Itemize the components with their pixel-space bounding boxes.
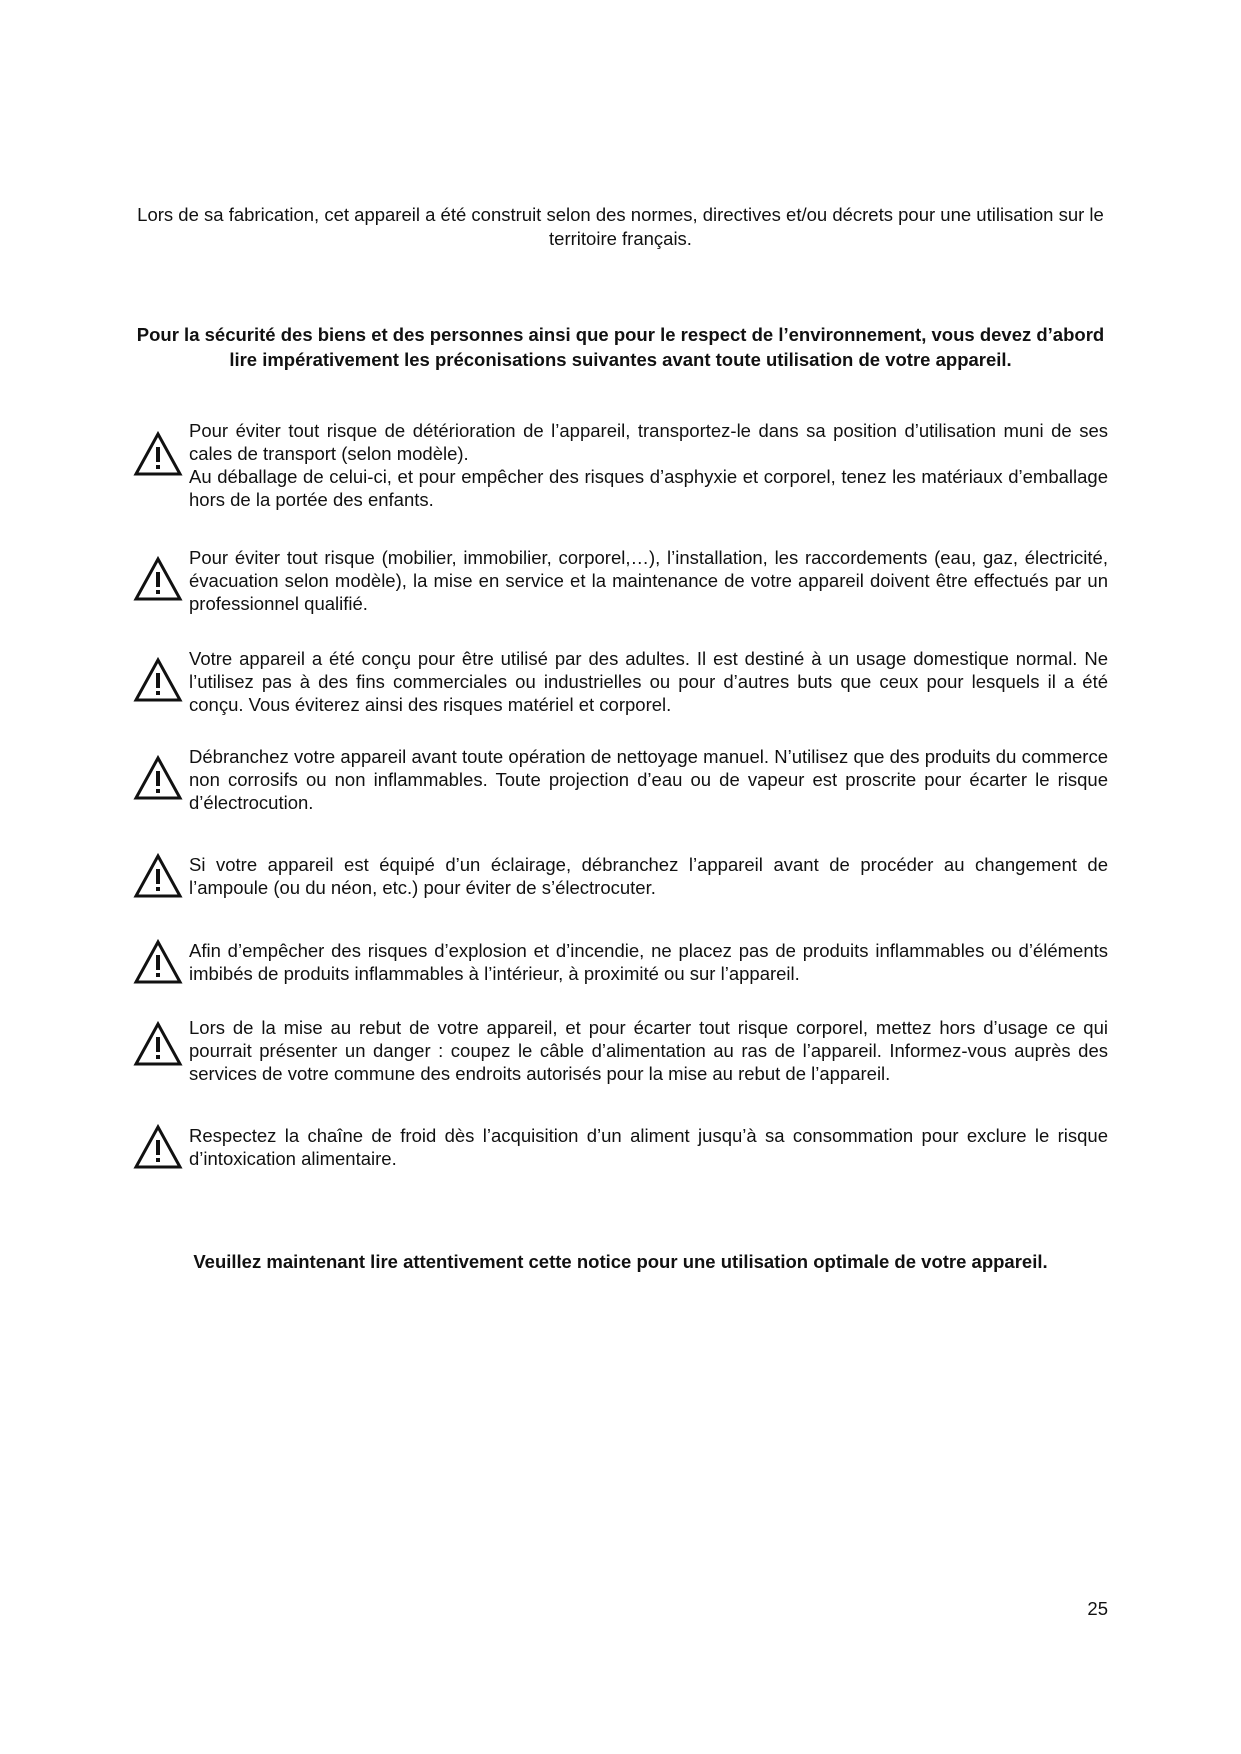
warning-triangle-icon [133,556,183,602]
warning-text [189,1016,1108,1085]
warning-text [189,1124,1108,1170]
closing-note: Veuillez maintenant lire attentivement cette notice pour une utilisation optimale de votre appareil. [193,1251,1048,1272]
warning-paragraph: Débranchez votre appareil avant toute opération de nettoyage manuel. N’utilisez que des produits du commerce non corrosifs ou non inflammables. Toute projection d’eau ou de vapeur est proscrite pour écarter le risque d’électrocution. [189,746,1108,813]
warning-paragraph: Respectez la chaîne de froid dès l’acquisition d’un aliment jusqu’à sa consommation pour exclure le risque d’intoxication alimentaire. [189,1125,1108,1169]
warning-paragraph: Votre appareil a été conçu pour être utilisé par des adultes. Il est destiné à un usage domestique normal. Ne l’utilisez pas à des fins commerciales ou industrielles ou pour d’autres buts que ceux pour lesquels il a été conçu. Vous éviterez ainsi des risques matériel et corporel. [189,648,1108,715]
warning-item [133,546,1108,615]
warning-text [189,853,1108,899]
warning-triangle-icon [133,657,183,703]
warning-item [133,1016,1108,1085]
safety-heading: Pour la sécurité des biens et des personnes ainsi que pour le respect de l’environnement, vous devez d’abord lire impérativement les préconisations suivantes avant toute utilisation de votre appareil. [136,324,1105,370]
warning-text [189,419,1108,511]
warning-item [133,647,1108,716]
warning-text [189,647,1108,716]
warning-paragraph: Lors de la mise au rebut de votre appareil, et pour écarter tout risque corporel, mettez hors d’usage ce qui pourrait présenter un danger : coupez le câble d’alimentation au ras de l’appareil. Informez-vous auprès des services de votre commune des endroits autorisés pour la mise au rebut de l’appareil. [189,1017,1108,1084]
warning-item [133,419,1108,511]
warning-text [189,546,1108,615]
warning-item [133,745,1108,814]
warning-item [133,939,1108,985]
warning-paragraph: Pour éviter tout risque de détérioration de l’appareil, transportez-le dans sa position d’utilisation muni de ses cales de transport (selon modèle). [189,420,1108,464]
warning-paragraph: Si votre appareil est équipé d’un éclairage, débranchez l’appareil avant de procéder au changement de l’ampoule (ou du néon, etc.) pour éviter de s’électrocuter. [189,854,1108,898]
warning-triangle-icon [133,1021,183,1067]
warning-triangle-icon [133,431,183,477]
warning-paragraph: Afin d’empêcher des risques d’explosion et d’incendie, ne placez pas de produits inflammables ou d’éléments imbibés de produits inflammables à l’intérieur, à proximité ou sur l’appareil. [189,940,1108,984]
warning-item [133,1124,1108,1170]
warning-text [189,939,1108,985]
warning-item [133,853,1108,899]
warning-paragraph: Au déballage de celui-ci, et pour empêcher des risques d’asphyxie et corporel, tenez les matériaux d’emballage hors de la portée des enfants. [189,466,1108,510]
intro-paragraph: Lors de sa fabrication, cet appareil a été construit selon des normes, directives et/ou décrets pour une utilisation sur le territoire français. [137,204,1104,249]
warning-triangle-icon [133,755,183,801]
page-number: 25 [1087,1598,1108,1619]
warning-text [189,745,1108,814]
warning-paragraph: Pour éviter tout risque (mobilier, immobilier, corporel,…), l’installation, les raccordements (eau, gaz, électricité, évacuation selon modèle), la mise en service et la maintenance de votre appareil doivent être effectués par un professionnel qualifié. [189,547,1108,614]
warning-triangle-icon [133,853,183,899]
warning-triangle-icon [133,939,183,985]
warning-triangle-icon [133,1124,183,1170]
